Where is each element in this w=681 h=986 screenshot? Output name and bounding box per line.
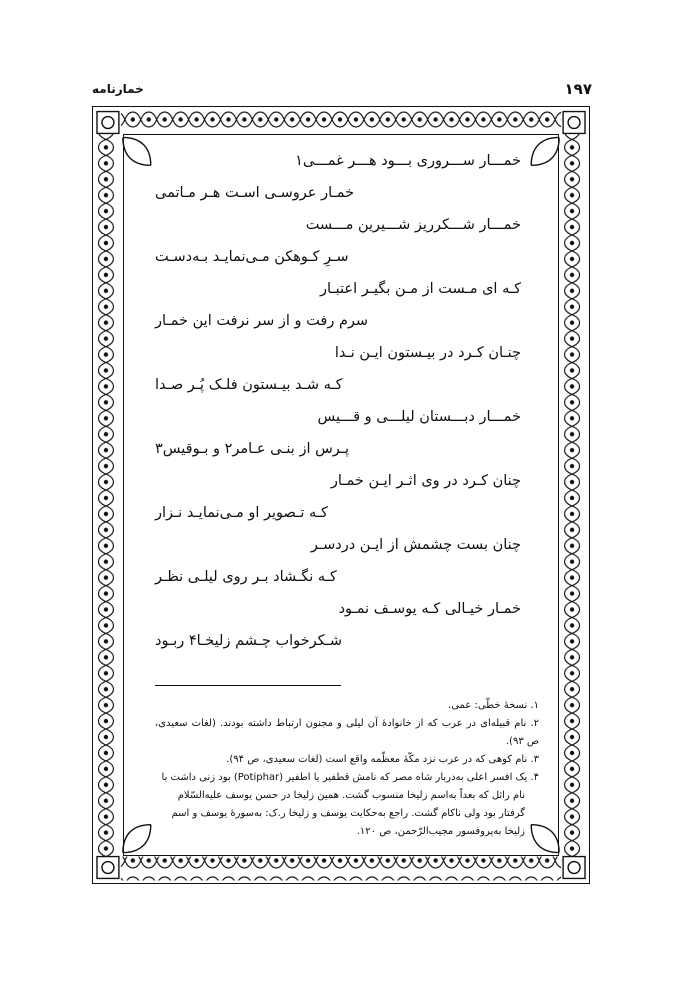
- footnote: ۳. نام کوهی که در عرب نزد مکّهٔ معظّمه واقع است (لغات سعیدی، ص ۹۴).: [226, 754, 539, 765]
- verse-line: کـه شـد بیـستون فلـک پُـر صـدا: [155, 377, 343, 393]
- verse-line: خمـــار ســـروری بـــود هـــر غمـــی۱: [295, 153, 521, 169]
- footnotes: [155, 697, 539, 841]
- verse-line: خمـــار دبـــستان لیلـــی و قـــیس: [317, 409, 521, 425]
- verse-line: کـه تـصویر او مـی‌نمایـد نـزار: [155, 505, 328, 521]
- footnote-separator: [155, 685, 341, 686]
- verse-line: کـه نگـشاد بـر روی لیلـی نظـر: [155, 569, 337, 585]
- verse-line: چنان بست چشمش از ایـن دردسـر: [310, 537, 521, 553]
- verse-line: خمـار عروسـی اسـت هـر مـاتمی: [155, 185, 355, 201]
- verse-line: چنان کـرد در وی اثـر ایـن خمـار: [330, 473, 521, 489]
- footnote: ۱. نسخهٔ خطّی: عمی.: [448, 700, 539, 711]
- verse-line: سـرِ کـوهکن مـی‌نمایـد بـه‌دسـت: [155, 249, 349, 265]
- verse-line: خمـار خیـالی کـه یوسـف نمـود: [338, 601, 521, 617]
- verse-line: شـکرخواب چـشم زلیخـا۴ ربـود: [155, 633, 343, 649]
- verse-line: خمـــار شـــکرریز شـــیرین مـــست: [305, 217, 521, 233]
- verse-line: سرم رفت و از سر نرفت این خمـار: [155, 313, 369, 329]
- footnote: ۲. نام قبیله‌ای در عرب که از خانوادهٔ آن لیلی و مجنون ارتباط داشته بودند. (لغات سعیدی، ص ۹۳).: [155, 718, 539, 747]
- footnote-continuation: نام راثل که بعداً به‌اسم زلیخا منسوب گشت. همین زلیخا در حسن یوسف علیه‌السّلام: [177, 790, 525, 801]
- page-number: ۱۹۷: [564, 80, 592, 98]
- verse-line: پـرس از بنـی عـامر۲ و بـوقیس۳: [155, 441, 350, 457]
- footnote-continuation: زلیخا به‌پروفسور مجیب‌الرّحمن، ص ۱۲۰.: [356, 826, 525, 837]
- poem-verses: [155, 153, 521, 659]
- ornamental-page-frame: [92, 106, 590, 884]
- verse-line: کـه ای مـست از مـن بگیـر اعتبـار: [320, 281, 521, 297]
- footnote: ۴. یک افسر اعلی به‌دربار شاه مصر که نامش قطفیر یا اطفیر (Potiphar) بود زنی داشت با: [161, 772, 539, 783]
- running-header: [92, 80, 592, 102]
- footnote-continuation: گرفتار بود ولی ناکام گشت. راجع به‌حکایت یوسف و زلیخا ر.ک: به‌سورهٔ یوسف و اسم: [171, 808, 525, 819]
- book-title: خمارنامه: [92, 82, 144, 96]
- verse-line: چنـان کـرد در بیـستون ایـن نـدا: [334, 345, 521, 361]
